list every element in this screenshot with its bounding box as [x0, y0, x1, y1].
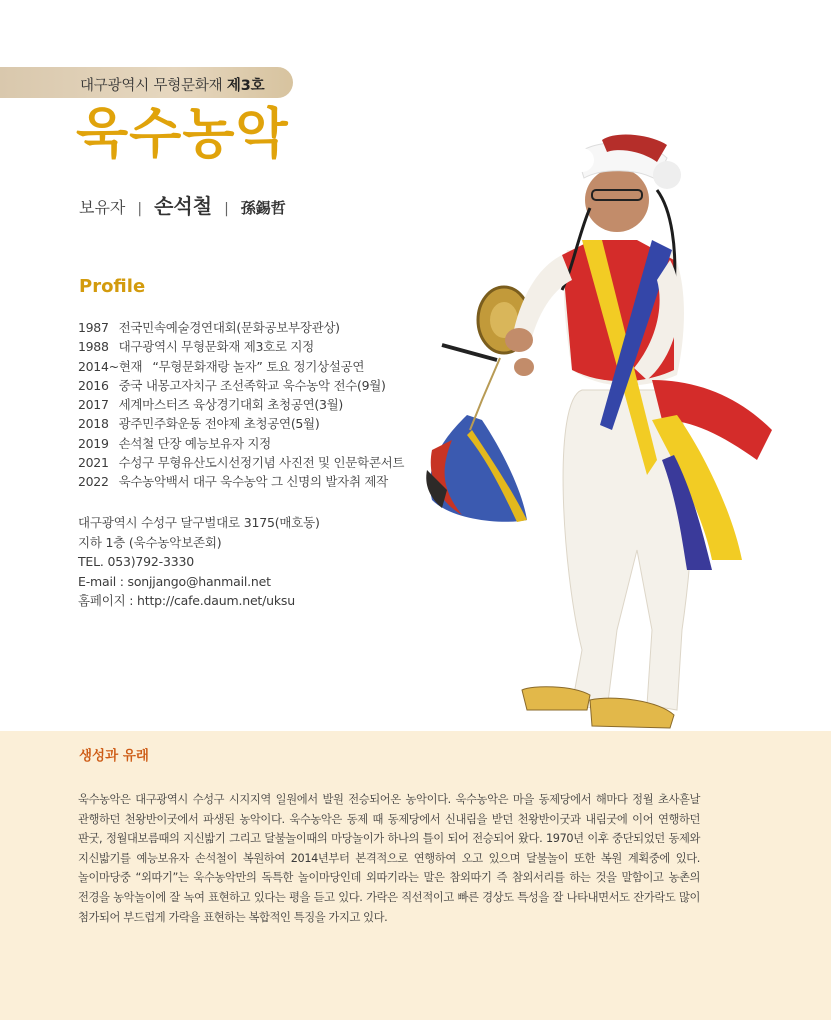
timeline-year: 2021	[78, 455, 109, 471]
timeline-text: 광주민주화운동 전야제 초청공연(5월)	[118, 416, 320, 432]
performer-photo	[412, 130, 792, 735]
holder-separator: |	[137, 201, 143, 217]
timeline-item	[78, 434, 404, 453]
timeline-year: 2019	[78, 435, 109, 451]
designation-tag	[80, 74, 264, 95]
timeline-item	[78, 376, 404, 395]
timeline-text: 중국 내몽고자치구 조선족학교 욱수농악 전수(9월)	[118, 377, 386, 393]
contact-email[interactable]: E-mail : sonjjango@hanmail.net	[78, 573, 271, 589]
holder-hanja-name: 孫錫哲	[240, 199, 286, 217]
timeline-year: 1988	[78, 339, 109, 355]
timeline-text: 손석철 단장 예능보유자 지정	[118, 435, 271, 451]
designation-prefix: 대구광역시 무형문화재	[80, 78, 223, 94]
contact-address: 대구광역시 수성구 달구벌대로 3175(매호동)	[78, 515, 320, 530]
holder-label: 보유자	[79, 198, 126, 217]
origin-body: 욱수농악은 대구광역시 수성구 시지지역 일원에서 발원 전승되어온 농악이다. 욱수농악은 마을 동제당에서 해마다 정월 초사흗날 관행하던 천왕반이굿에서 파생된 농악이다. 욱수농악은 동제 때 동제당에서 신내림을 받던 천왕반이굿과 내림굿에 이어 연행하던 판굿, 정월대보름때의 지신밟기 그리고 달불놀이때의 마당놀이가 하나의 틀이 되어 전승되어 왔다. 1970년 이후 중단되었던 동제와 지신밟기를 예능보유자 손석철이 복원하여 2014년부터 본격적으로 연행하여 오고 있으며 달불놀이 또한 복원 계획중에 있다. 놀이마당중 “외따기”는 욱수농악만의 독특한 놀이마당인데 외따기라는 말은 참외따기 즉 참외서리를 하는 것을 말함이고 농촌의 전경을 농악놀이에 잘 녹여 표현하고 있다는 평을 듣고 있다. 가락은 직선적이고 빠른 경상도 특성을 잘 나타내면서도 잔가락도 많이 첨가되어 부드럽게 가락을 표현하는 복합적인 특징을 가지고 있다.	[78, 793, 700, 924]
profile-timeline	[78, 318, 404, 492]
timeline-text: “무형문화재랑 놀자” 토요 정기상설공연	[152, 358, 365, 374]
timeline-year: 2017	[78, 397, 109, 413]
timeline-year: 2016	[78, 377, 109, 393]
timeline-text: 욱수농악백서 대구 욱수농악 그 신명의 발자취 제작	[118, 474, 388, 490]
timeline-year: 2014~현재	[78, 358, 143, 374]
contact-tel: TEL. 053)792-3330	[78, 554, 194, 569]
timeline-text: 수성구 무형유산도시선정기념 사진전 및 인문학콘서트	[118, 455, 405, 471]
timeline-text: 대구광역시 무형문화재 제3호로 지정	[118, 339, 314, 355]
contact-floor: 지하 1층 (욱수농악보존회)	[78, 534, 222, 550]
timeline-text: 세계마스터즈 육상경기대회 초청공연(3월)	[118, 397, 343, 413]
timeline-year: 1987	[78, 320, 109, 335]
timeline-item	[78, 472, 404, 491]
timeline-text: 전국민속예술경연대회(문화공보부장관상)	[118, 320, 340, 335]
contact-block	[78, 513, 320, 611]
timeline-item	[78, 337, 404, 356]
timeline-item	[78, 395, 404, 414]
holder-separator: |	[224, 201, 229, 217]
timeline-item	[78, 414, 404, 433]
page-title: 욱수농악	[76, 102, 289, 165]
holder-name: 손석철	[154, 194, 213, 218]
timeline-year: 2022	[78, 474, 109, 490]
timeline-item	[78, 318, 404, 337]
holder-line	[79, 190, 286, 219]
origin-heading: 생성과 유래	[79, 748, 149, 764]
contact-homepage[interactable]: 홈페이지 : http://cafe.daum.net/uksu	[78, 593, 295, 608]
profile-heading: Profile	[79, 276, 146, 297]
timeline-year: 2018	[78, 416, 109, 432]
designation-number: 제3호	[226, 78, 265, 94]
timeline-item	[78, 357, 404, 376]
timeline-item	[78, 453, 404, 472]
